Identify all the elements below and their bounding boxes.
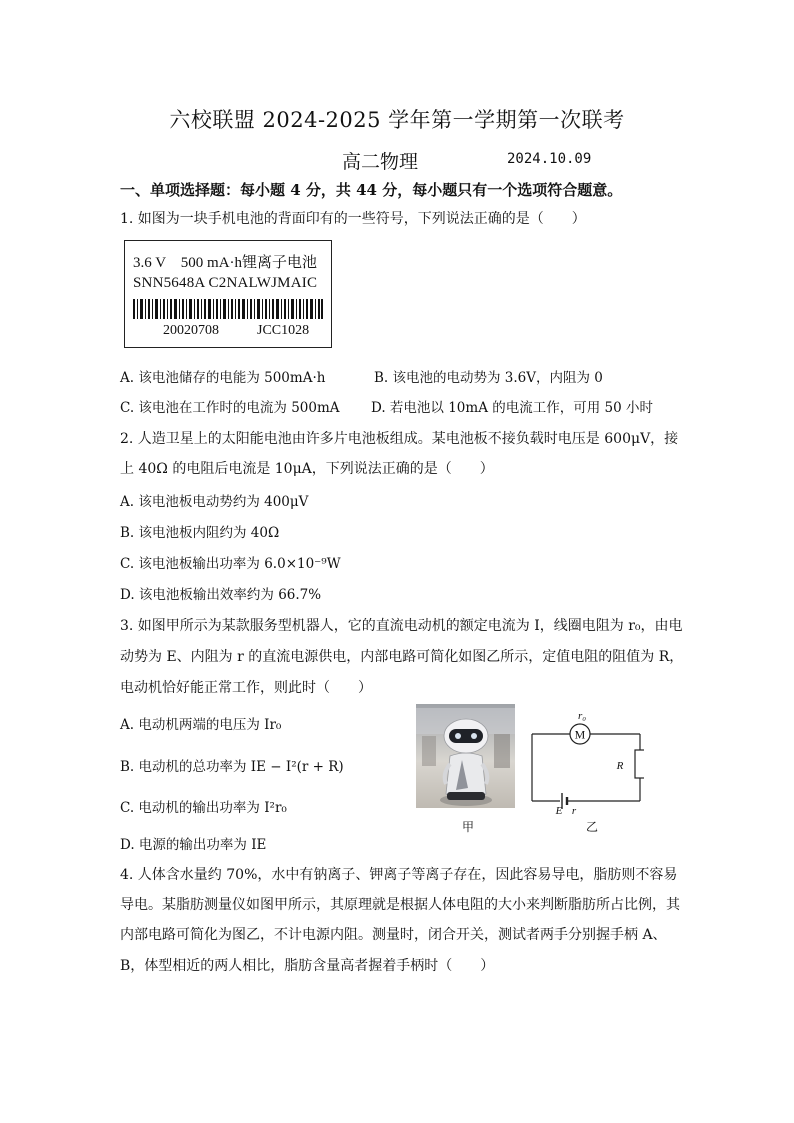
q3-option-d: D. 电源的输出功率为 IE <box>120 837 267 853</box>
q3-stem-line3: 电动机恰好能正常工作，则此时（ ） <box>120 680 372 696</box>
exam-title: 六校联盟 2024-2025 学年第一学期第一次联考 <box>169 108 625 132</box>
q1-option-d: D. 若电池以 10mA 的电流工作，可用 50 小时 <box>371 400 653 416</box>
battery-label-code-right: JCC1028 <box>257 323 310 338</box>
q4-line2: 导电。某脂肪测量仪如图甲所示，其原理就是根据人体电阻的大小来判断脂肪所占比例，其 <box>120 897 680 913</box>
section-heading: 一、单项选择题：每小题 4 分，共 44 分，每小题只有一个选项符合题意。 <box>120 181 623 199</box>
circuit-diagram <box>526 706 644 822</box>
barcode-graphic <box>133 299 323 319</box>
resistor-symbol <box>635 750 644 778</box>
q3-option-b: B. 电动机的总功率为 IE − I²(r + R) <box>120 759 344 775</box>
q2-option-b: B. 该电池板内阻约为 40Ω <box>120 525 280 541</box>
exam-date: 2024.10.09 <box>507 151 592 167</box>
q1-option-b: B. 该电池的电动势为 3.6V，内阻为 0 <box>374 370 603 386</box>
battery-label-code-left: 20020708 <box>163 323 219 338</box>
q2-stem-line2: 上 40Ω 的电阻后电流是 10μA，下列说法正确的是（ ） <box>120 461 494 477</box>
figure-caption-yi: 乙 <box>586 820 599 834</box>
q2-option-a: A. 该电池板电动势约为 400μV <box>120 494 309 510</box>
q3-stem-line1: 3. 如图甲所示为某款服务型机器人，它的直流电动机的额定电流为 I，线圈电阻为 r₀，由电 <box>120 618 683 634</box>
figure-caption-jia: 甲 <box>462 820 475 834</box>
robot-photo <box>416 704 515 808</box>
battery-label-line2: SNN5648A C2NALWJMAIC <box>133 275 318 291</box>
q2-stem-line1: 2. 人造卫星上的太阳能电池由许多片电池板组成。某电池板不接负载时电压是 600μV，接 <box>120 431 679 447</box>
resistor-label: R <box>616 760 624 772</box>
battery-label <box>124 240 332 348</box>
q3-option-c: C. 电动机的输出功率为 I²r₀ <box>120 800 287 816</box>
q3-stem-line2: 动势为 E、内阻为 r 的直流电源供电，内部电路可简化如图乙所示，定值电阻的阻值为 R， <box>120 649 684 665</box>
emf-label: E <box>555 805 563 817</box>
q4-line4: B，体型相近的两人相比，脂肪含量高者握着手柄时（ ） <box>120 958 495 974</box>
q1-option-a: A. 该电池储存的电能为 500mA·h <box>120 370 326 386</box>
q3-option-a: A. 电动机两端的电压为 Ir₀ <box>120 717 282 733</box>
r0-label: r₀ <box>577 710 587 722</box>
battery-label-line1: 3.6 V 500 mA·h锂离子电池 <box>133 255 318 271</box>
q1-option-c: C. 该电池在工作时的电流为 500mA <box>120 400 340 416</box>
internal-resistance-label: r <box>571 805 577 817</box>
q2-option-d: D. 该电池板输出效率约为 66.7% <box>120 587 322 603</box>
q2-option-c: C. 该电池板输出功率为 6.0×10⁻⁹W <box>120 556 341 572</box>
q4-line1: 4. 人体含水量约 70%，水中有钠离子、钾离子等离子存在，因此容易导电，脂肪则不容易 <box>120 867 678 883</box>
subject-title: 高二物理 <box>342 151 419 173</box>
motor-label: M <box>574 727 586 742</box>
q1-stem: 1. 如图为一块手机电池的背面印有的一些符号，下列说法正确的是（ ） <box>120 211 586 227</box>
q4-line3: 内部电路可简化为图乙，不计电源内阻。测量时，闭合开关，测试者两手分别握手柄 A、 <box>120 927 667 943</box>
